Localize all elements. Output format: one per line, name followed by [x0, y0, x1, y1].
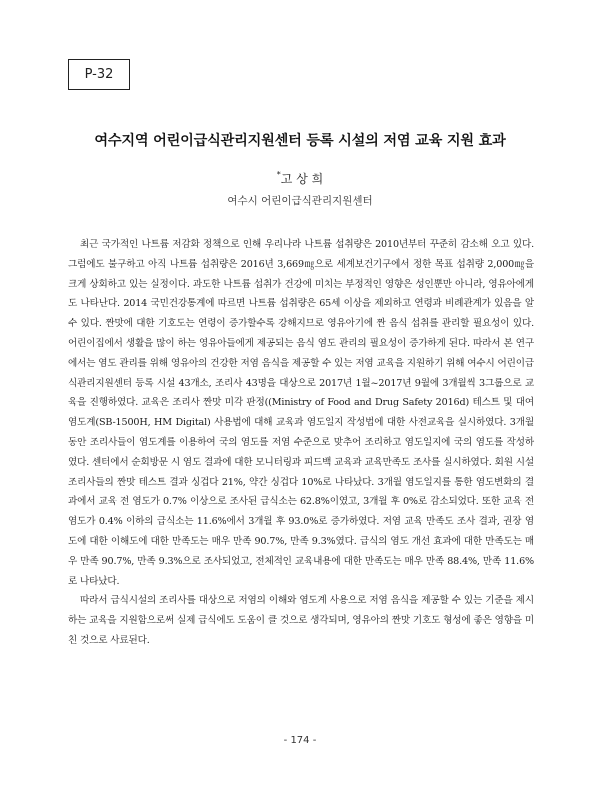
author-names: 고 상 희 [280, 172, 324, 186]
poster-number-badge: P-32 [68, 59, 130, 90]
abstract-paragraph: 최근 국가적인 나트륨 저감화 정책으로 인해 우리나라 나트륨 섭취량은 2010년부터 꾸준히 감소해 오고 있다. 그럼에도 불구하고 아직 나트륨 섭취량은 2016년 3,669㎎으로 세계보건기구에서 정한 목표 섭취량 2,000㎎을 크게 상회하고 있는 실정이다. 과도한 나트륨 섭취가 건강에 미치는 부정적인 영향은 성인뿐만 아니라, 영유아에게도 나타난다. 2014 국민건강통계에 따르면 나트륨 섭취량은 65세 이상을 제외하고 연령과 비례관계가 있음을 알 수 있다. 짠맛에 대한 기호도는 연령이 증가할수록 강해지므로 영유아기에 짠 음식 섭취를 관리할 필요성이 있다. 어린이집에서 생활을 많이 하는 영유아들에게 제공되는 음식 염도 관리의 필요성이 증가하게 된다. 따라서 본 연구에서는 염도 관리를 위해 영유아의 건강한 저염 음식을 제공할 수 있는 저염 교육을 지원하기 위해 여수시 어린이급식관리지원센터 등록 시설 43개소, 조리사 43명을 대상으로 2017년 1월~2017년 9월에 3개월씩 3그룹으로 교육을 진행하였다. 교육은 조리사 짠맛 미각 판정((Ministry of Food and Drug Safety 2016d) 테스트 및 대여 염도계(SB-1500H, HM Digital) 사용법에 대해 교육과 염도일지 작성법에 대한 사전교육을 실시하였다. 3개월 동안 조리사들이 염도계를 이용하여 국의 염도를 저염 수준으로 맞추어 조리하고 염도일지에 국의 염도를 작성하였다. 센터에서 순회방문 시 염도 결과에 대한 모니터링과 피드백 교육과 교육만족도 조사를 실시하였다. 회원 시설 조리사들의 짠맛 테스트 결과 싱겁다 21%, 약간 싱겁다 10%로 나타났다. 3개월 염도일지를 통한 염도변화의 결과에서 교육 전 염도가 0.7% 이상으로 조사된 급식소는 62.8%이였고, 3개월 후 0%로 감소되었다. 또한 교육 전 염도가 0.4% 이하의 급식소는 11.6%에서 3개월 후 93.0%로 증가하였다. 저염 교육 만족도 조사 결과, 권장 염도에 대한 이해도에 대한 만족도는 매우 만족 90.7%, 만족 9.3%였다. 급식의 염도 개선 효과에 대한 만족도는 매우 만족 90.7%, 만족 9.3%으로 조사되었고, 전체적인 교육내용에 대한 만족도는 매우 만족 88.4%, 만족 11.6%로 나타났다. [68, 239, 534, 587]
page-number: - 174 - [283, 735, 317, 746]
paper-title: 여수지역 어린이급식관리지원센터 등록 시설의 저염 교육 지원 효과 [94, 133, 506, 149]
abstract-body [68, 235, 534, 651]
corresponding-author-marker: * [276, 170, 281, 179]
author-line [0, 170, 600, 187]
author-affiliation: 여수시 어린이급식관리지원센터 [227, 195, 373, 207]
abstract-paragraph: 따라서 급식시설의 조리사를 대상으로 저염의 이해와 염도계 사용으로 저염 음식을 제공할 수 있는 기준을 제시하는 교육을 지원함으로써 실제 급식에도 도움이 클 것으로 생각되며, 영유아의 짠맛 기호도 형성에 좋은 영향을 미친 것으로 사료된다. [68, 595, 534, 646]
